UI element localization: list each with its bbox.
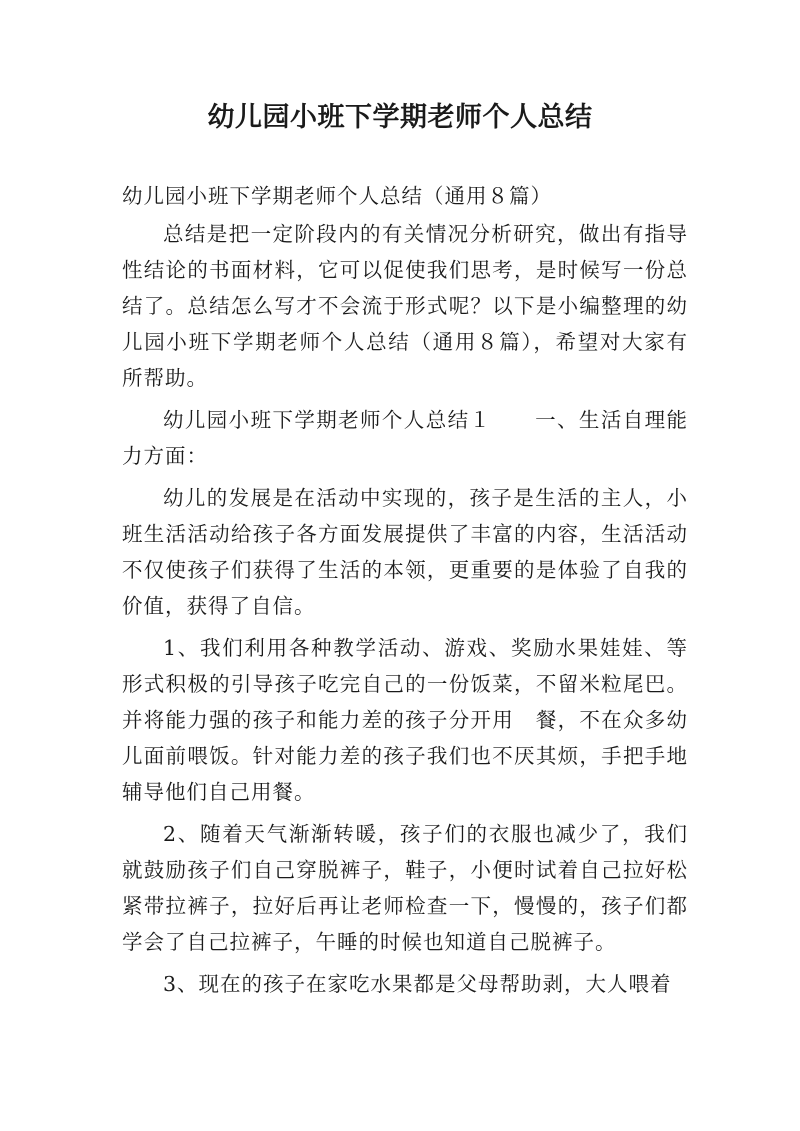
document-body <box>122 178 688 1008</box>
body-paragraph: 2、随着天气渐渐转暖，孩子们的衣服也减少了，我们就鼓励孩子们自己穿脱裤子，鞋子，小便时试着自己拉好松紧带拉裤子，拉好后再让老师检查一下，慢慢的，孩子们都学会了自己拉裤子，午睡的时候也知道自己脱裤子。 <box>122 822 688 954</box>
body-paragraph: 1、我们利用各种教学活动、游戏、奖励水果娃娃、等形式积极的引导孩子吃完自己的一份饭菜，不留米粒尾巴。并将能力强的孩子和能力差的孩子分开用 餐，不在众多幼儿面前喂饭。针对能力差的孩子我们也不厌其烦，手把手地辅导他们自己用餐。 <box>122 636 688 804</box>
section-heading-paragraph: 幼儿园小班下学期老师个人总结１ 一、生活自理能力方面： <box>122 408 688 468</box>
document-title: 幼儿园小班下学期老师个人总结 <box>207 102 593 133</box>
subtitle-paragraph: 幼儿园小班下学期老师个人总结（通用８篇） <box>122 184 552 208</box>
body-paragraph: 幼儿的发展是在活动中实现的，孩子是生活的主人，小班生活活动给孩子各方面发展提供了丰富的内容，生活活动不仅使孩子们获得了生活的本领，更重要的是体验了自我的价值，获得了自信。 <box>122 486 688 618</box>
intro-paragraph: 总结是把一定阶段内的有关情况分析研究，做出有指导性结论的书面材料，它可以促使我们思考，是时候写一份总结了。总结怎么写才不会流于形式呢？以下是小编整理的幼儿园小班下学期老师个人总结（通用８篇），希望对大家有所帮助。 <box>122 222 688 390</box>
body-paragraph: 3、现在的孩子在家吃水果都是父母帮助剥，大人喂着 <box>163 972 672 996</box>
